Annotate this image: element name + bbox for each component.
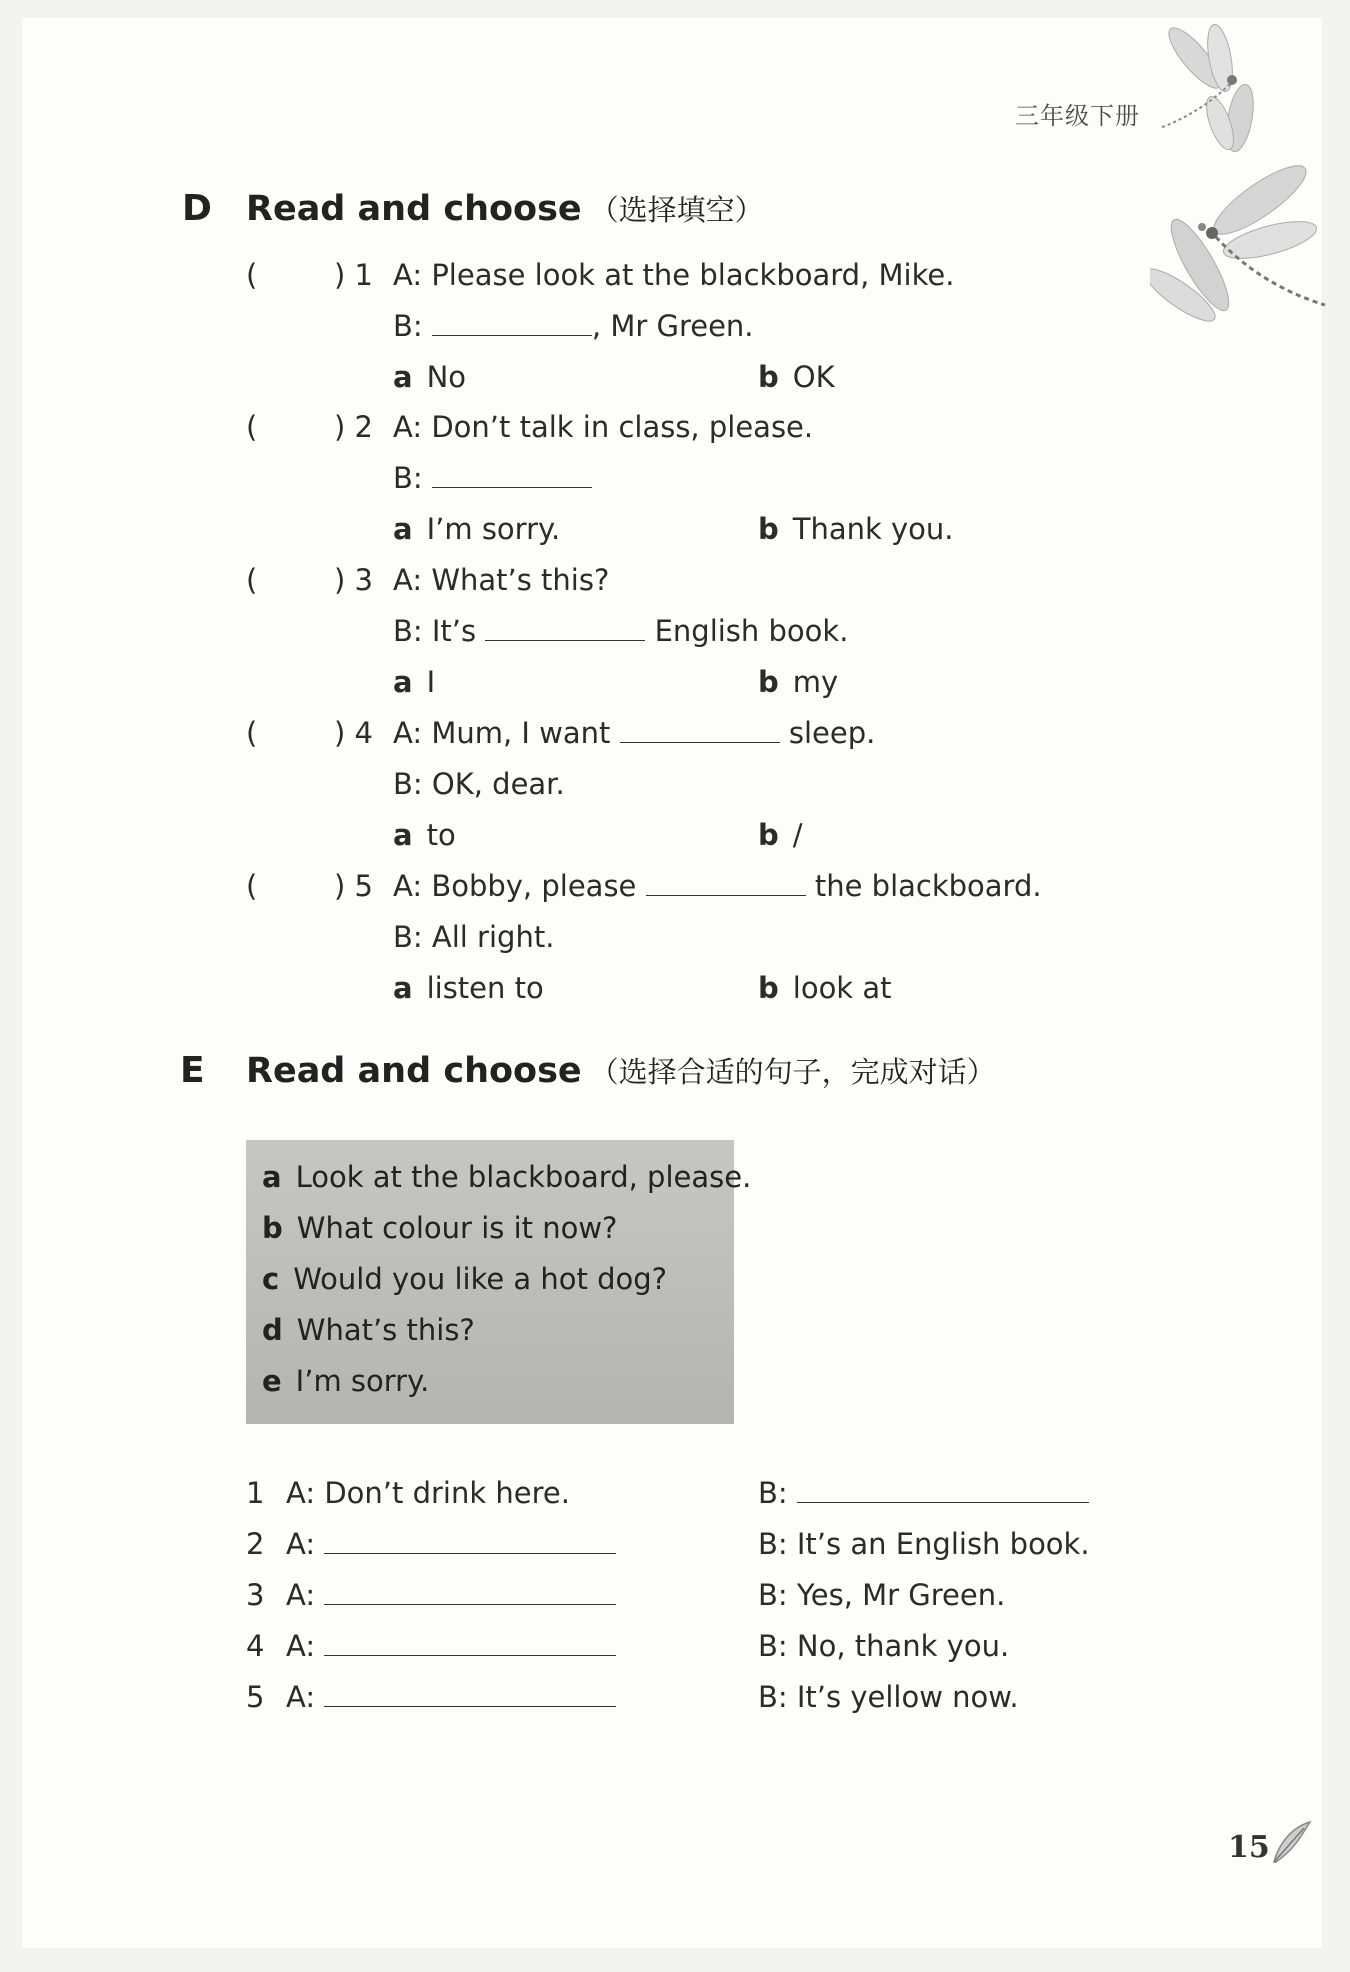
option-b: [758, 512, 954, 546]
workbook-page: [22, 18, 1322, 1948]
option-text: Thank you.: [792, 512, 954, 546]
answer-paren-open: (: [246, 258, 258, 292]
option-a: [393, 360, 466, 394]
answer-blank[interactable]: [324, 1527, 616, 1554]
option-text: I: [426, 665, 436, 699]
sentence-choices-box: [246, 1140, 752, 1424]
dialogue-b: B: It’s yellow now.: [758, 1680, 1019, 1714]
dialogue-number: 3: [246, 1578, 265, 1612]
option-a: [393, 818, 456, 852]
dialogue-b: [758, 1476, 1089, 1510]
dialogue-a: [286, 1629, 616, 1663]
a-prefix: A:: [286, 1578, 316, 1612]
option-letter: a: [393, 665, 413, 699]
item-2-b-line: [393, 461, 592, 495]
a-prefix: A: Mum, I want: [393, 716, 611, 750]
section-d-letter: D: [182, 188, 212, 229]
choice-letter: e: [262, 1364, 282, 1398]
choice-text: Would you like a hot dog?: [293, 1262, 668, 1296]
answer-blank[interactable]: [797, 1476, 1089, 1503]
option-text: listen to: [426, 971, 544, 1005]
option-a: [393, 971, 544, 1005]
a-prefix: A:: [286, 1680, 316, 1714]
dialogue-number: 5: [246, 1680, 265, 1714]
a-prefix: A:: [286, 1527, 316, 1561]
answer-paren-open: (: [246, 563, 258, 597]
b-prefix: B:: [393, 461, 423, 495]
answer-blank[interactable]: [620, 716, 780, 743]
b-prefix: B: It’s: [393, 614, 477, 648]
section-e-letter: E: [180, 1050, 205, 1091]
item-number: ) 1: [334, 258, 373, 292]
b-suffix: , Mr Green.: [591, 309, 754, 343]
page-number: 15: [1228, 1830, 1270, 1865]
section-d-title-en: Read and choose: [246, 189, 582, 229]
dragonfly-icon: [1150, 18, 1270, 158]
dialogue-a: [286, 1578, 616, 1612]
answer-blank[interactable]: [432, 309, 592, 336]
a-suffix: sleep.: [788, 716, 876, 750]
b-suffix: English book.: [654, 614, 849, 648]
option-letter: a: [393, 971, 413, 1005]
item-1-a-line: A: Please look at the blackboard, Mike.: [393, 258, 955, 292]
choice-item: [262, 1211, 617, 1245]
choice-letter: b: [262, 1211, 283, 1245]
item-5-a-line: [393, 869, 1042, 903]
option-letter: a: [393, 512, 413, 546]
dialogue-b: B: Yes, Mr Green.: [758, 1578, 1006, 1612]
option-b: [758, 665, 838, 699]
item-5-b-line: B: All right.: [393, 920, 555, 954]
dialogue-b: B: It’s an English book.: [758, 1527, 1090, 1561]
section-e-title-en: Read and choose: [246, 1051, 582, 1091]
item-2-a-line: A: Don’t talk in class, please.: [393, 410, 814, 444]
a-suffix: the blackboard.: [814, 869, 1042, 903]
choice-item: [262, 1160, 751, 1194]
answer-paren-open: (: [246, 869, 258, 903]
item-4-b-line: B: OK, dear.: [393, 767, 565, 801]
option-b: [758, 818, 803, 852]
item-number: ) 4: [334, 716, 373, 750]
b-prefix: B:: [758, 1476, 788, 1510]
option-text: OK: [792, 360, 835, 394]
item-1-b-line: [393, 309, 754, 343]
option-text: to: [426, 818, 456, 852]
dialogue-b: B: No, thank you.: [758, 1629, 1010, 1663]
a-prefix: A: Bobby, please: [393, 869, 637, 903]
option-b: [758, 971, 891, 1005]
option-text: /: [792, 818, 803, 852]
choice-letter: d: [262, 1313, 283, 1347]
dialogue-number: 1: [246, 1476, 265, 1510]
section-d-title-cn: （选择填空）: [589, 193, 764, 227]
option-letter: a: [393, 360, 413, 394]
dialogue-number: 2: [246, 1527, 265, 1561]
grade-label: 三年级下册: [1015, 102, 1140, 130]
section-e-title-cn: （选择合适的句子，完成对话）: [589, 1055, 996, 1089]
item-3-a-line: A: What’s this?: [393, 563, 610, 597]
choice-item: [262, 1262, 667, 1296]
b-prefix: B:: [393, 309, 423, 343]
option-text: I’m sorry.: [426, 512, 561, 546]
answer-blank[interactable]: [324, 1578, 616, 1605]
option-letter: b: [758, 665, 779, 699]
dialogue-number: 4: [246, 1629, 265, 1663]
option-letter: b: [758, 512, 779, 546]
option-letter: a: [393, 818, 413, 852]
dialogue-a: [286, 1680, 616, 1714]
option-text: No: [426, 360, 467, 394]
choice-letter: c: [262, 1262, 280, 1296]
answer-blank[interactable]: [432, 461, 592, 488]
option-text: my: [792, 665, 839, 699]
item-number: ) 5: [334, 869, 373, 903]
dialogue-a: A: Don’t drink here.: [286, 1476, 570, 1510]
dialogue-a: [286, 1527, 616, 1561]
option-a: [393, 665, 435, 699]
answer-blank[interactable]: [485, 614, 645, 641]
option-letter: b: [758, 971, 779, 1005]
choice-letter: a: [262, 1160, 282, 1194]
answer-blank[interactable]: [324, 1629, 616, 1656]
item-number: ) 2: [334, 410, 373, 444]
choice-text: Look at the blackboard, please.: [295, 1160, 752, 1194]
option-text: look at: [792, 971, 892, 1005]
item-3-b-line: [393, 614, 848, 648]
a-prefix: A:: [286, 1629, 316, 1663]
item-number: ) 3: [334, 563, 373, 597]
item-4-a-line: [393, 716, 875, 750]
dragonfly-icon: [1150, 145, 1330, 355]
answer-paren-open: (: [246, 410, 258, 444]
section-e-title: [246, 1050, 996, 1091]
choice-text: I’m sorry.: [295, 1364, 430, 1398]
option-b: [758, 360, 835, 394]
section-d-title: [246, 188, 764, 229]
choice-text: What colour is it now?: [296, 1211, 618, 1245]
feather-icon: [1268, 1818, 1314, 1866]
option-a: [393, 512, 560, 546]
answer-blank[interactable]: [646, 869, 806, 896]
option-letter: b: [758, 818, 779, 852]
choice-text: What’s this?: [296, 1313, 475, 1347]
answer-blank[interactable]: [324, 1680, 616, 1707]
option-letter: b: [758, 360, 779, 394]
choice-item: [262, 1364, 429, 1398]
choice-item: [262, 1313, 475, 1347]
answer-paren-open: (: [246, 716, 258, 750]
